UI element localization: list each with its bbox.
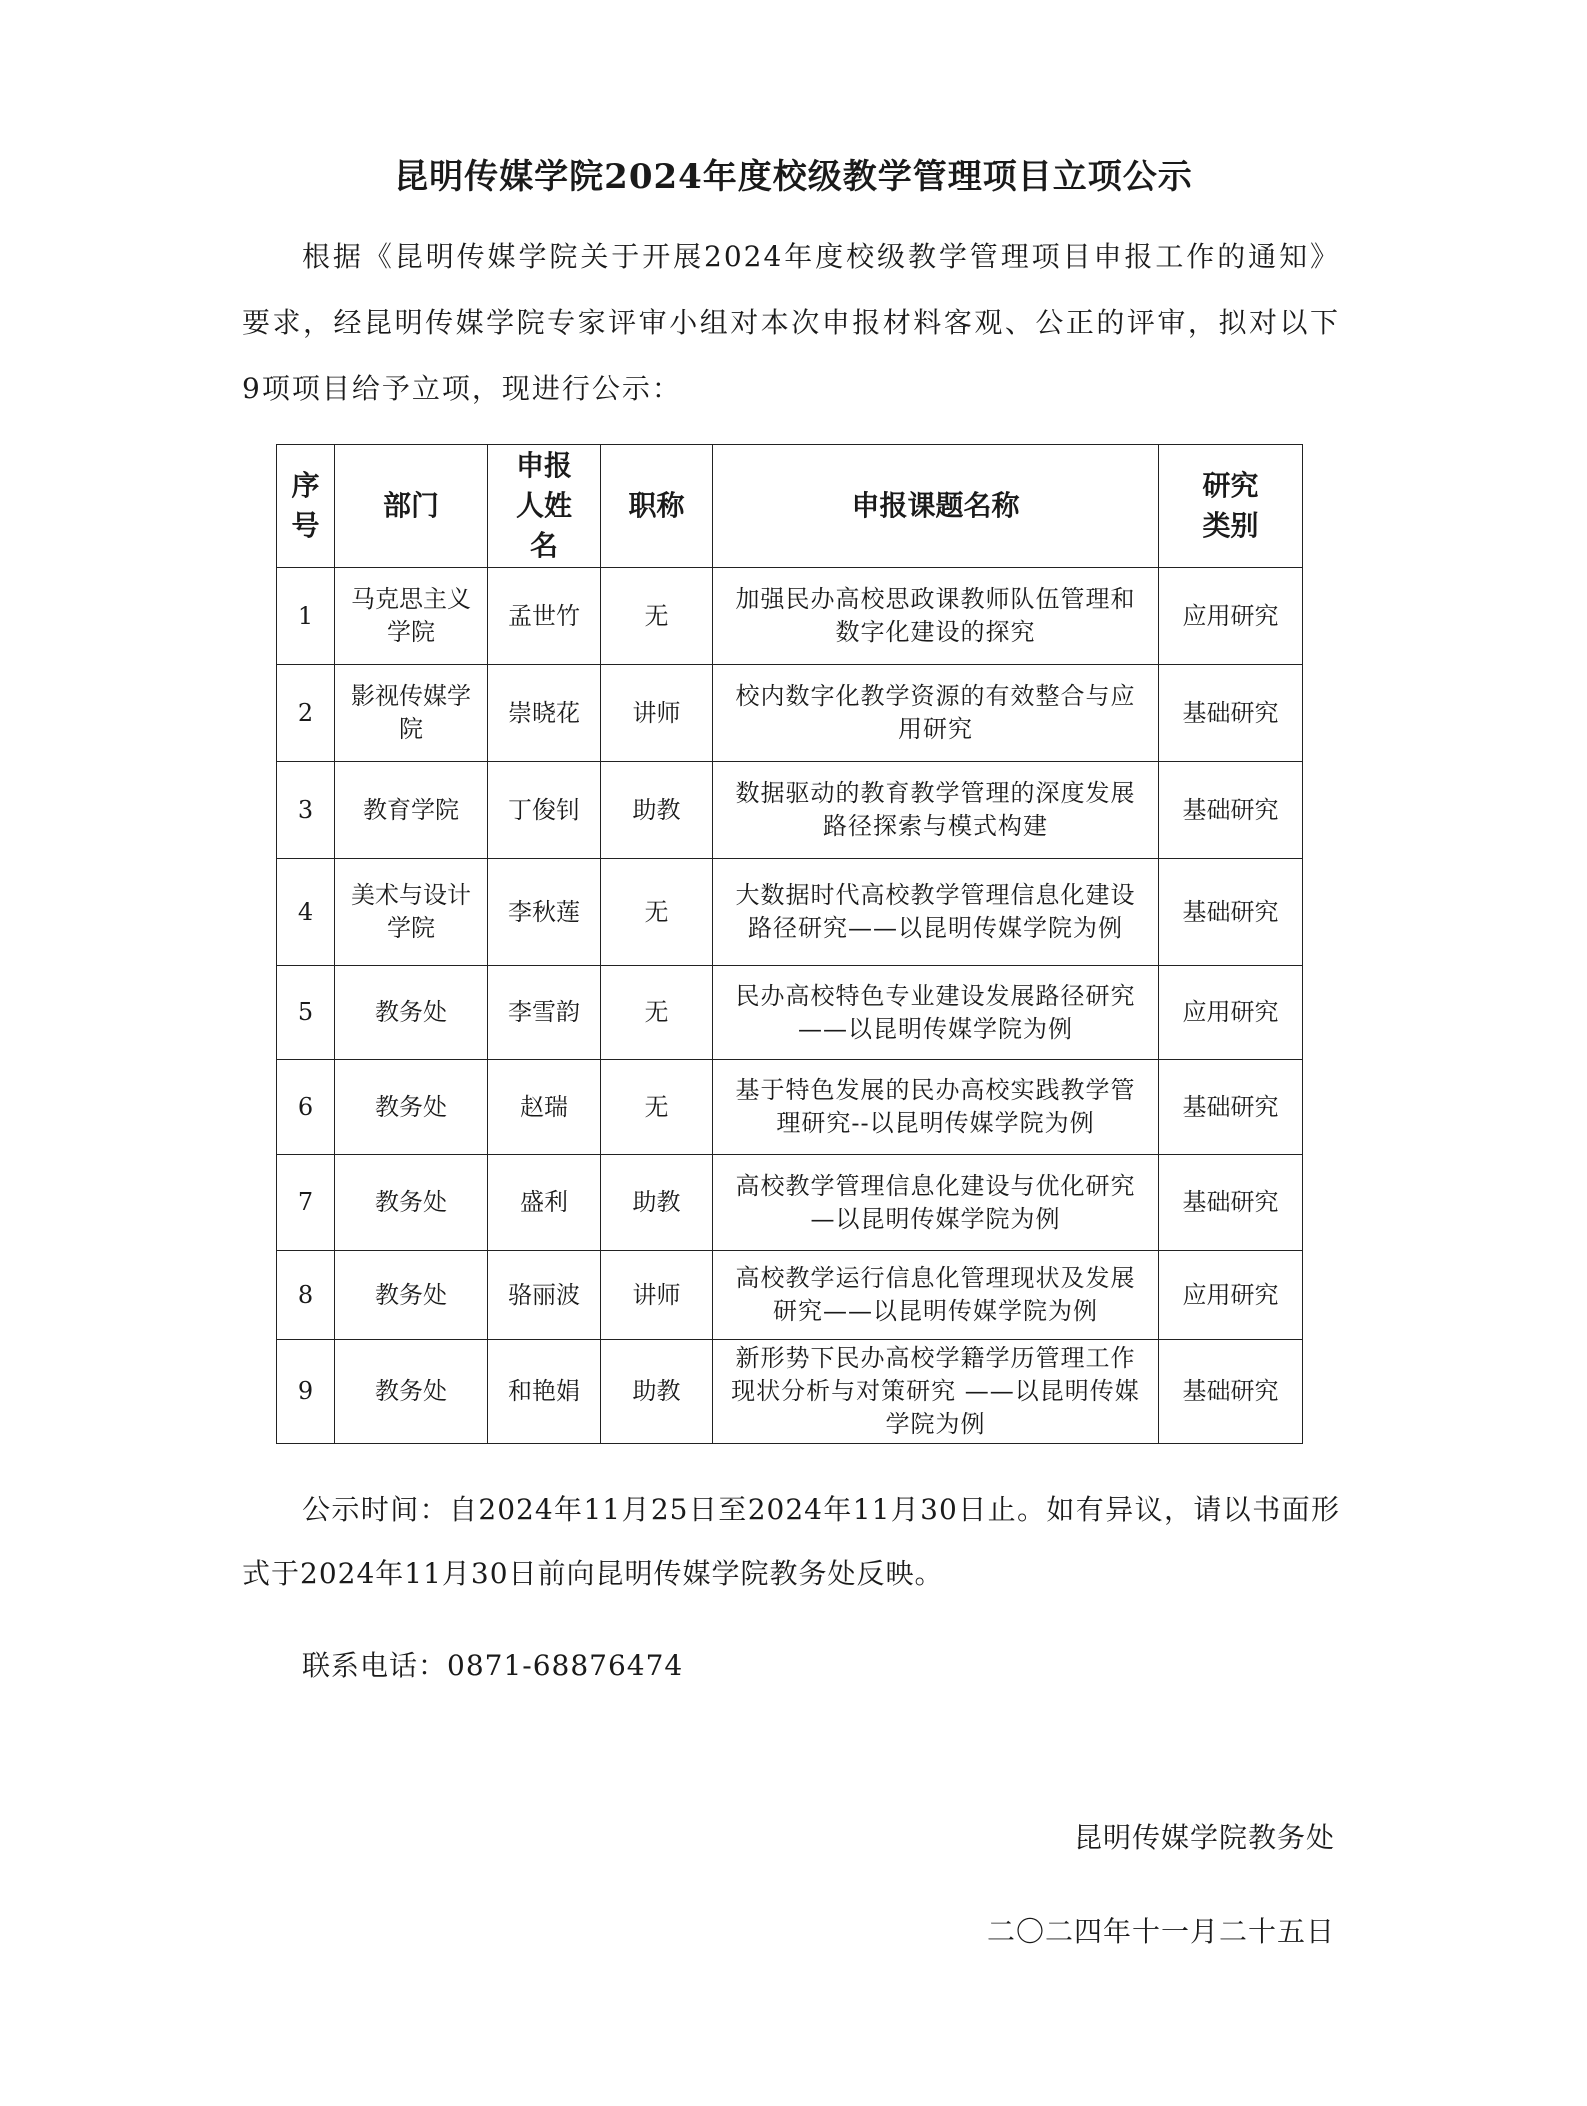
- cell-dept: 教务处: [335, 1340, 488, 1444]
- cell-category: 基础研究: [1159, 859, 1303, 966]
- cell-no: 3: [277, 762, 335, 859]
- cell-rank: 无: [601, 568, 713, 665]
- cell-dept: 教务处: [335, 1155, 488, 1251]
- header-dept: 部门: [335, 445, 488, 568]
- cell-no: 2: [277, 665, 335, 762]
- table-row: [277, 859, 1303, 966]
- cell-topic: 基于特色发展的民办高校实践教学管理研究--以昆明传媒学院为例: [713, 1060, 1159, 1155]
- cell-rank: 助教: [601, 1340, 713, 1444]
- table-row: [277, 1155, 1303, 1251]
- cell-category: 基础研究: [1159, 1340, 1303, 1444]
- cell-category: 基础研究: [1159, 1060, 1303, 1155]
- cell-dept: 美术与设计学院: [335, 859, 488, 966]
- cell-topic: 新形势下民办高校学籍学历管理工作现状分析与对策研究 ——以昆明传媒学院为例: [713, 1340, 1159, 1444]
- header-topic: 申报课题名称: [713, 445, 1159, 568]
- cell-applicant: 孟世竹: [488, 568, 601, 665]
- cell-dept: 教育学院: [335, 762, 488, 859]
- header-no: 序号: [277, 445, 335, 568]
- cell-dept: 教务处: [335, 966, 488, 1060]
- table-row: [277, 665, 1303, 762]
- table-row: [277, 1340, 1303, 1444]
- project-table: [276, 444, 1303, 1444]
- cell-topic: 加强民办高校思政课教师队伍管理和数字化建设的探究: [713, 568, 1159, 665]
- cell-applicant: 崇晓花: [488, 665, 601, 762]
- cell-no: 6: [277, 1060, 335, 1155]
- cell-category: 应用研究: [1159, 568, 1303, 665]
- cell-rank: 助教: [601, 1155, 713, 1251]
- cell-category: 基础研究: [1159, 762, 1303, 859]
- cell-applicant: 盛利: [488, 1155, 601, 1251]
- table-row: [277, 568, 1303, 665]
- cell-no: 4: [277, 859, 335, 966]
- signature-organization: 昆明传媒学院教务处: [1073, 1821, 1335, 1854]
- cell-topic: 民办高校特色专业建设发展路径研究——以昆明传媒学院为例: [713, 966, 1159, 1060]
- cell-applicant: 赵瑞: [488, 1060, 601, 1155]
- page-title: 昆明传媒学院2024年度校级教学管理项目立项公示: [394, 157, 1193, 197]
- cell-no: 1: [277, 568, 335, 665]
- cell-applicant: 李雪韵: [488, 966, 601, 1060]
- cell-rank: 助教: [601, 762, 713, 859]
- cell-topic: 高校教学运行信息化管理现状及发展研究——以昆明传媒学院为例: [713, 1251, 1159, 1340]
- header-rank: 职称: [601, 445, 713, 568]
- cell-topic: 大数据时代高校教学管理信息化建设路径研究——以昆明传媒学院为例: [713, 859, 1159, 966]
- table-header-row: [277, 445, 1303, 568]
- cell-no: 5: [277, 966, 335, 1060]
- cell-rank: 无: [601, 1060, 713, 1155]
- cell-dept: 教务处: [335, 1060, 488, 1155]
- cell-dept: 马克思主义学院: [335, 568, 488, 665]
- intro-paragraph: 根据《昆明传媒学院关于开展2024年度校级教学管理项目申报工作的通知》要求，经昆明传媒学院专家评审小组对本次申报材料客观、公正的评审，拟对以下9项项目给予立项，现进行公示：: [242, 240, 1340, 405]
- table-row: [277, 762, 1303, 859]
- header-applicant: 申报人姓名: [488, 445, 601, 568]
- cell-dept: 教务处: [335, 1251, 488, 1340]
- contact-phone: 联系电话：0871-68876474: [302, 1649, 684, 1682]
- cell-category: 基础研究: [1159, 665, 1303, 762]
- cell-rank: 讲师: [601, 665, 713, 762]
- cell-applicant: 丁俊钊: [488, 762, 601, 859]
- cell-no: 8: [277, 1251, 335, 1340]
- cell-topic: 数据驱动的教育教学管理的深度发展路径探索与模式构建: [713, 762, 1159, 859]
- notice-paragraph: 公示时间：自2024年11月25日至2024年11月30日止。如有异议，请以书面形式于2024年11月30日前向昆明传媒学院教务处反映。: [242, 1493, 1340, 1590]
- cell-category: 应用研究: [1159, 1251, 1303, 1340]
- table-row: [277, 1251, 1303, 1340]
- cell-applicant: 李秋莲: [488, 859, 601, 966]
- cell-dept: 影视传媒学院: [335, 665, 488, 762]
- cell-topic: 校内数字化教学资源的有效整合与应用研究: [713, 665, 1159, 762]
- cell-no: 7: [277, 1155, 335, 1251]
- header-category: 研究类别: [1159, 445, 1303, 568]
- cell-rank: 无: [601, 859, 713, 966]
- table-row: [277, 966, 1303, 1060]
- table-row: [277, 1060, 1303, 1155]
- cell-rank: 无: [601, 966, 713, 1060]
- cell-applicant: 骆丽波: [488, 1251, 601, 1340]
- cell-category: 基础研究: [1159, 1155, 1303, 1251]
- cell-no: 9: [277, 1340, 335, 1444]
- cell-rank: 讲师: [601, 1251, 713, 1340]
- cell-topic: 高校教学管理信息化建设与优化研究—以昆明传媒学院为例: [713, 1155, 1159, 1251]
- cell-category: 应用研究: [1159, 966, 1303, 1060]
- signature-date: 二〇二四年十一月二十五日: [986, 1915, 1335, 1948]
- cell-applicant: 和艳娟: [488, 1340, 601, 1444]
